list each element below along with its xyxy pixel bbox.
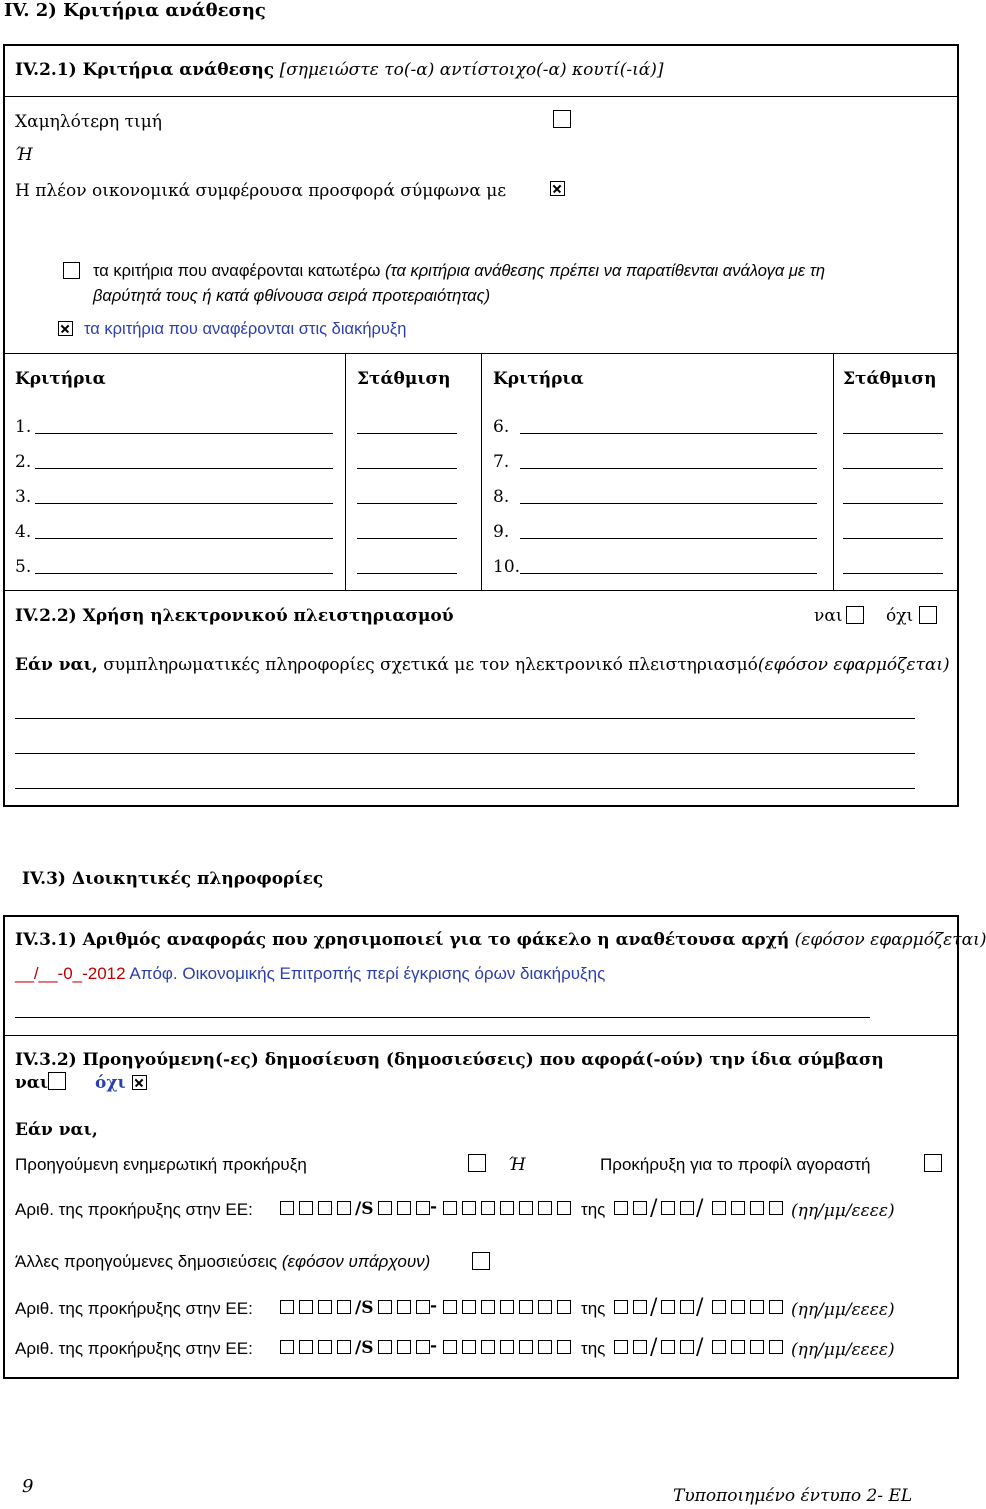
page-number: 9 (22, 1476, 34, 1497)
weight-field[interactable] (357, 503, 457, 504)
section-title: IV. 2) Κριτήρια ανάθεσης (4, 0, 266, 21)
divider (481, 354, 482, 590)
weight-field[interactable] (843, 433, 943, 434)
criterion-number: 2. (15, 452, 32, 472)
criterion-field[interactable] (35, 538, 333, 539)
col-criteria-left: Κριτήρια (15, 369, 106, 389)
most-advantageous-label: Η πλέον οικονομικά συμφέρουσα προσφορά σύμφωνα με (15, 181, 507, 201)
s421-title: IV.2.1) Κριτήρια ανάθεσης (15, 60, 275, 80)
s432-title: IV.3.2) Προηγούμενη(-ες) δημοσίευση (δημοσιεύσεις) που αφορά(-ούν) την ίδια σύμβαση (15, 1050, 884, 1070)
date-format: (ηη/μμ/εεεε) (791, 1201, 895, 1221)
s431-title: IV.3.1) Αριθμός αναφοράς που χρησιμοποιεί για το φάκελο η αναθέτουσα αρχή (15, 930, 790, 950)
oj-slash-s: /S (355, 1298, 374, 1318)
reference-number-field[interactable] (15, 964, 605, 984)
divider (4, 1035, 958, 1036)
prior-pub-yes-label: ναι (15, 1073, 49, 1093)
prior-pub-yes-checkbox[interactable] (48, 1072, 66, 1090)
s421-heading (15, 60, 664, 80)
criteria-below-note: (τα κριτήρια ανάθεσης πρέπει να παρατίθενται ανάλογα με τη (385, 262, 826, 280)
divider (833, 354, 834, 590)
criterion-number: 7. (493, 452, 510, 472)
prior-pub-no-checkbox[interactable] (132, 1075, 147, 1090)
criterion-field[interactable] (35, 433, 333, 434)
criteria-below-note-2: βαρύτητά τους ή κατά φθίνουσα σειρά προτεραιότητας) (93, 287, 491, 305)
s431-note: (εφόσον εφαρμόζεται) (794, 930, 986, 950)
oj-dash: - (430, 1336, 438, 1356)
divider (345, 354, 346, 590)
prior-info-notice-label: Προηγούμενη ενημερωτική προκήρυξη (15, 1155, 307, 1174)
criterion-field[interactable] (520, 468, 817, 469)
weight-field[interactable] (843, 468, 943, 469)
or-label: Ή (15, 145, 33, 165)
criterion-field[interactable] (520, 503, 817, 504)
weight-field[interactable] (357, 573, 457, 574)
criterion-field[interactable] (35, 468, 333, 469)
other-pubs-note: (εφόσον υπάρχουν) (281, 1252, 431, 1271)
criteria-below-label (93, 262, 825, 281)
criterion-number: 3. (15, 487, 32, 507)
form-name: Τυποποιημένο έντυπο 2- EL (673, 1486, 913, 1506)
criterion-field[interactable] (35, 503, 333, 504)
weight-field[interactable] (357, 433, 457, 434)
date-slash: / (696, 1295, 704, 1320)
auction-no-checkbox[interactable] (919, 606, 937, 624)
auction-info-field[interactable] (15, 788, 915, 789)
col-criteria-right: Κριτήρια (493, 369, 584, 389)
criteria-below-text: τα κριτήρια που αναφέρονται κατωτέρω (93, 262, 381, 280)
reference-extra-field[interactable] (15, 1017, 870, 1018)
weight-field[interactable] (843, 503, 943, 504)
date-slash: / (650, 1295, 658, 1320)
most-advantageous-checkbox[interactable] (550, 181, 565, 196)
s43-title: IV.3) Διοικητικές πληροφορίες (22, 869, 324, 889)
oj-number-label: Αριθ. της προκήρυξης στην ΕΕ: (15, 1299, 253, 1318)
reference-number: __/__-0_-2012 (15, 964, 126, 983)
oj-dash: - (430, 1296, 438, 1316)
auction-yes-checkbox[interactable] (846, 606, 864, 624)
other-pubs-text: Άλλες προηγούμενες δημοσιεύσεις (15, 1252, 278, 1271)
criterion-field[interactable] (520, 573, 817, 574)
criterion-number: 10. (493, 557, 521, 577)
criteria-in-notice-label: τα κριτήρια που αναφέρονται στις διακήρυξη (84, 320, 407, 338)
other-pubs-checkbox[interactable] (472, 1252, 490, 1270)
oj-slash-s: /S (355, 1338, 374, 1358)
date-slash: / (650, 1335, 658, 1360)
weight-field[interactable] (357, 538, 457, 539)
auction-yes-label: ναι (814, 606, 843, 626)
buyer-profile-checkbox[interactable] (924, 1154, 942, 1172)
weight-field[interactable] (843, 538, 943, 539)
oj-dash: - (430, 1197, 438, 1217)
s422-title: IV.2.2) Χρήση ηλεκτρονικού πλειστηριασμού (15, 606, 454, 626)
auction-info-field[interactable] (15, 718, 915, 719)
prior-info-notice-checkbox[interactable] (468, 1154, 486, 1172)
other-pubs-label (15, 1252, 430, 1272)
criteria-below-checkbox[interactable] (63, 262, 80, 279)
auction-info-note: (εφόσον εφαρμόζεται) (757, 655, 950, 675)
criterion-field[interactable] (35, 573, 333, 574)
oj-number-label: Αριθ. της προκήρυξης στην ΕΕ: (15, 1339, 253, 1358)
of-label: της (581, 1339, 606, 1358)
criterion-number: 9. (493, 522, 510, 542)
prior-pub-no-label: όχι (95, 1073, 126, 1093)
criterion-number: 1. (15, 417, 32, 437)
date-slash: / (696, 1196, 704, 1221)
s431-heading (15, 930, 986, 950)
auction-info (15, 655, 950, 675)
date-slash: / (650, 1196, 658, 1221)
auction-info-if-yes: Εάν ναι, (15, 655, 98, 675)
oj-slash-s: /S (355, 1199, 374, 1219)
criterion-number: 5. (15, 557, 32, 577)
criterion-number: 8. (493, 487, 510, 507)
buyer-profile-label: Προκήρυξη για το προφίλ αγοραστή (600, 1155, 871, 1174)
divider (4, 96, 958, 97)
divider (4, 590, 958, 591)
or-label: Ή (508, 1155, 526, 1175)
weight-field[interactable] (357, 468, 457, 469)
auction-info-field[interactable] (15, 753, 915, 754)
reference-description: Απόφ. Οικονομικής Επιτροπής περί έγκρισης όρων διακήρυξης (129, 964, 606, 983)
weight-field[interactable] (843, 573, 943, 574)
date-slash: / (696, 1335, 704, 1360)
criteria-in-notice-checkbox[interactable] (58, 321, 73, 336)
if-yes-label: Εάν ναι, (15, 1120, 98, 1140)
criterion-number: 6. (493, 417, 510, 437)
of-label: της (581, 1200, 606, 1219)
lowest-price-label: Χαμηλότερη τιμή (15, 112, 162, 132)
criterion-field[interactable] (520, 433, 817, 434)
auction-no-label: όχι (886, 606, 914, 626)
date-format: (ηη/μμ/εεεε) (791, 1300, 895, 1320)
col-weight-right: Στάθμιση (843, 369, 937, 389)
date-format: (ηη/μμ/εεεε) (791, 1340, 895, 1360)
criterion-number: 4. (15, 522, 32, 542)
lowest-price-checkbox[interactable] (553, 110, 571, 128)
criterion-field[interactable] (520, 538, 817, 539)
oj-number-label: Αριθ. της προκήρυξης στην ΕΕ: (15, 1200, 253, 1219)
s421-instruction: [σημειώστε το(-α) αντίστοιχο(-α) κουτί(-ιά)] (279, 60, 664, 80)
col-weight-left: Στάθμιση (357, 369, 451, 389)
of-label: της (581, 1299, 606, 1318)
auction-info-text: συμπληρωματικές πληροφορίες σχετικά με τον ηλεκτρονικό πλειστηριασμό (103, 655, 758, 675)
